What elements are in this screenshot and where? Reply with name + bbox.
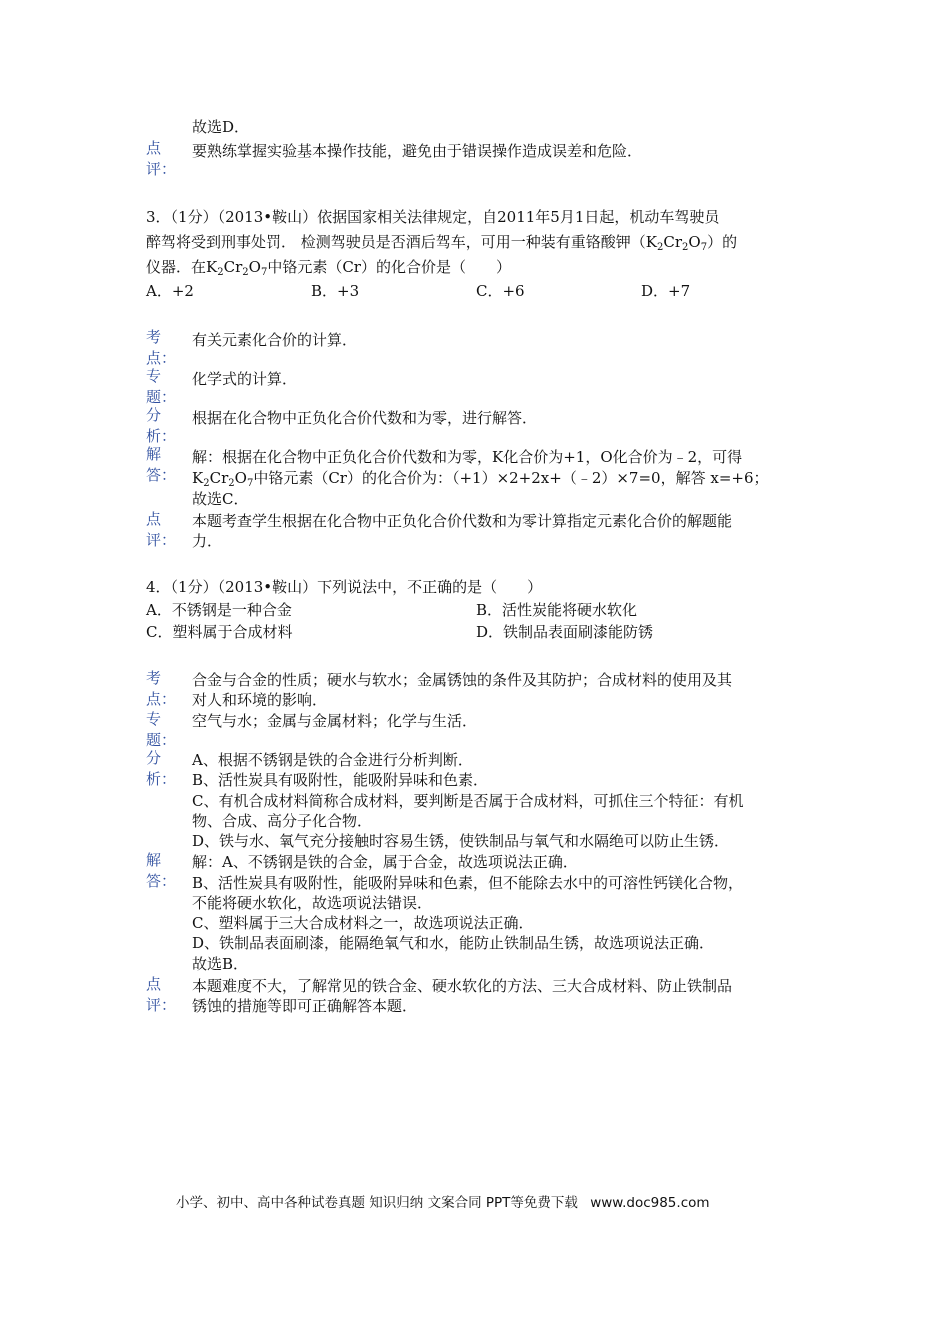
q3-dianping-line2: 力． (192, 532, 223, 550)
q3-jieda-line3: 故选C． (192, 490, 249, 508)
comment-label: 点 评： (146, 139, 177, 178)
comment-text: 要熟练掌握实验基本操作技能，避免由于错误操作造成误差和危险． (192, 142, 643, 160)
footer-url[interactable]: www.doc985.com (590, 1195, 710, 1211)
q4-fenxi-line5: D、铁与水、氧气充分接触时容易生锈，使铁制品与氧气和水隔绝可以防止生锈． (192, 832, 730, 850)
q4-jieda-line4: C、塑料属于三大合成材料之一，故选项说法正确． (192, 914, 534, 932)
q4-jieda-line5: D、铁制品表面刷漆，能隔绝氧气和水，能防止铁制品生锈，故选项说法正确． (192, 934, 715, 952)
q4-option-a: A．不锈钢是一种合金 (146, 601, 292, 619)
q4-stem: 4．（1分）（2013•鞍山）下列说法中，不正确的是（ ） (146, 578, 543, 596)
q3-fenxi-text: 根据在化合物中正负化合价代数和为零，进行解答． (192, 409, 538, 427)
q4-jieda-line3: 不能将硬水软化，故选项说法错误． (192, 894, 433, 912)
q4-jieda-line1: 解：A、不锈钢是铁的合金，属于合金，故选项说法正确． (192, 853, 578, 871)
q3-option-b: B．+3 (311, 282, 360, 300)
q3-option-a: A．+2 (146, 282, 194, 300)
q4-dianping-label: 点 评： (146, 975, 177, 1014)
q4-option-b: B．活性炭能将硬水软化 (476, 601, 638, 619)
q4-fenxi-line3: C、有机合成材料简称合成材料，要判断是否属于合成材料，可抓住三个特征：有机 (192, 792, 744, 810)
q3-option-c: C．+6 (476, 282, 525, 300)
q4-option-c: C．塑料属于合成材料 (146, 623, 293, 641)
q3-fenxi-label: 分 析： (146, 406, 177, 445)
q4-dianping-line2: 锈蚀的措施等即可正确解答本题． (192, 997, 418, 1015)
q3-jieda-label: 解 答： (146, 445, 177, 484)
q3-stem-line3: 仪器．在$K_2Cr_2O_7$中铬元素（Cr）的化合价是（ ） (146, 258, 511, 278)
answer-choice-d: 故选D． (192, 118, 250, 136)
q4-jieda-line6: 故选B． (192, 955, 249, 973)
q4-zhuanti-text: 空气与水；金属与金属材料；化学与生活． (192, 712, 478, 730)
q4-dianping-line1: 本题难度不大，了解常见的铁合金、硬水软化的方法、三大合成材料、防止铁制品 (192, 977, 733, 995)
q3-dianping-label: 点 评： (146, 510, 177, 549)
q4-kaodian-line2: 对人和环境的影响． (192, 691, 328, 709)
q4-zhuanti-label: 专 题： (146, 710, 177, 749)
q3-zhuanti-label: 专 题： (146, 367, 177, 406)
q3-option-d: D．+7 (641, 282, 691, 300)
q3-dianping-line1: 本题考查学生根据在化合物中正负化合价代数和为零计算指定元素化合价的解题能 (192, 512, 733, 530)
q3-stem-line2: 醉驾将受到刑事处罚． 检测驾驶员是否酒后驾车，可用一种装有重铬酸钾$(K_2Cr_2O_7)$的 (146, 233, 738, 253)
q3-kaodian-text: 有关元素化合价的计算． (192, 331, 358, 349)
q4-fenxi-line4: 物、合成、高分子化合物． (192, 812, 373, 830)
q4-fenxi-label: 分 析： (146, 749, 177, 788)
q3-zhuanti-text: 化学式的计算． (192, 370, 298, 388)
q4-option-d: D．铁制品表面刷漆能防锈 (476, 623, 654, 641)
q4-fenxi-line1: A、根据不锈钢是铁的合金进行分析判断． (192, 751, 473, 769)
q4-fenxi-line2: B、活性炭具有吸附性，能吸附异味和色素． (192, 771, 489, 789)
q4-kaodian-line1: 合金与合金的性质；硬水与软水；金属锈蚀的条件及其防护；合成材料的使用及其 (192, 671, 733, 689)
q3-jieda-line2: $K_2Cr_2O_7$中铬元素（Cr）的化合价为：（+1）×2+2x+（﹣2）×7=0，解答 x=+6； (192, 469, 769, 489)
q3-stem-line1: 3．（1分）（2013•鞍山）依据国家相关法律规定，自2011年5月1日起，机动车驾驶员 (146, 208, 720, 226)
footer-text (176, 1193, 710, 1213)
q3-jieda-line1: 解：根据在化合物中正负化合价代数和为零，K化合价为+1，O化合价为﹣2，可得 (192, 448, 743, 466)
q4-kaodian-label: 考 点： (146, 669, 177, 708)
footer-description: 小学、初中、高中各种试卷真题 知识归纳 文案合同 PPT等免费下载 (176, 1195, 578, 1211)
q4-jieda-line2: B、活性炭具有吸附性，能吸附异味和色素，但不能除去水中的可溶性钙镁化合物， (192, 874, 744, 892)
q3-kaodian-label: 考 点： (146, 328, 177, 367)
q4-jieda-label: 解 答： (146, 851, 177, 890)
